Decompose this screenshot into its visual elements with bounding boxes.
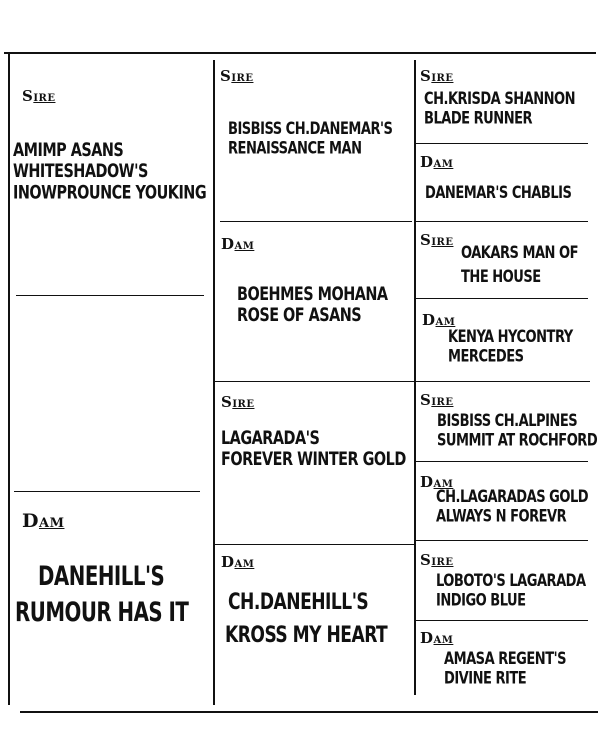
gen3-sire-1-name: CH.KRISDA SHANNON BLADE RUNNER — [424, 90, 576, 128]
gen3-sire-1-label: SIRE — [420, 67, 454, 85]
gen2-divider-3 — [215, 544, 414, 545]
gen2-sire-1-name: BISBISS CH.DANEMAR'S RENAISSANCE MAN — [228, 120, 393, 158]
gen1-divider-b — [14, 491, 200, 492]
gen2-dam-1-name: BOEHMES MOHANA ROSE OF ASANS — [237, 282, 388, 326]
gen3-divider-2 — [416, 221, 588, 222]
col3-left-border — [414, 60, 416, 695]
gen2-dam-2-name: CH.DANEHILL'S — [228, 588, 369, 615]
gen2-sire-2-label: SIRE — [221, 393, 255, 411]
gen3-dam-2-label: DAM — [422, 311, 456, 329]
gen3-dam-4-name: AMASA REGENT'S DIVINE RITE — [444, 650, 566, 688]
gen3-sire-3-name: BISBISS CH.ALPINES SUMMIT AT ROCHFORD — [437, 412, 598, 450]
gen2-divider-1 — [220, 221, 412, 222]
gen1-sire-label: SIRE — [22, 87, 56, 105]
gen3-sire-4-name: LOBOTO'S LAGARADA INDIGO BLUE — [436, 572, 586, 610]
gen3-divider-3 — [416, 298, 588, 299]
gen3-divider-7 — [416, 620, 588, 621]
gen3-dam-1-label: DAM — [420, 153, 454, 171]
gen3-dam-3-label: DAM — [420, 473, 454, 491]
gen3-divider-1 — [416, 143, 588, 144]
gen2-dam-2-label: DAM — [221, 553, 255, 571]
gen2-sire-2-name: LAGARADA'S FOREVER WINTER GOLD — [221, 426, 406, 470]
gen3-sire-3-label: SIRE — [420, 391, 454, 409]
bottom-rule — [20, 711, 598, 713]
gen1-dam-name: DANEHILL'S — [38, 562, 165, 592]
gen3-divider-6 — [416, 540, 588, 541]
gen1-dam-name-line2: RUMOUR HAS IT — [15, 598, 189, 628]
top-rule — [4, 52, 596, 54]
gen3-dam-1-name: DANEMAR'S CHABLIS — [425, 184, 572, 203]
gen2-dam-2-name-line2: KROSS MY HEART — [225, 621, 388, 648]
gen1-sire-name: AMIMP ASANS WHITESHADOW'S INOWPROUNCE YOUKING — [13, 138, 207, 203]
gen3-sire-2-name: OAKARS MAN OF — [461, 244, 579, 263]
gen3-divider-4 — [416, 381, 590, 382]
col2-left-border — [213, 60, 215, 705]
gen1-divider-a — [16, 295, 204, 296]
gen2-sire-1-label: SIRE — [220, 67, 254, 85]
gen3-dam-3-name: CH.LAGARADAS GOLD ALWAYS N FOREVR — [436, 488, 589, 526]
col1-left-border — [8, 54, 10, 705]
gen3-dam-4-label: DAM — [420, 629, 454, 647]
gen2-divider-2 — [215, 381, 414, 382]
gen3-sire-2-label: SIRE — [420, 231, 454, 249]
gen3-sire-2-name-line2: THE HOUSE — [461, 268, 541, 287]
gen2-dam-1-label: DAM — [221, 235, 255, 253]
gen1-dam-label: DAM — [22, 510, 65, 532]
gen3-dam-2-name: KENYA HYCONTRY MERCEDES — [448, 328, 573, 366]
gen3-divider-5 — [416, 461, 588, 462]
gen3-sire-4-label: SIRE — [420, 551, 454, 569]
